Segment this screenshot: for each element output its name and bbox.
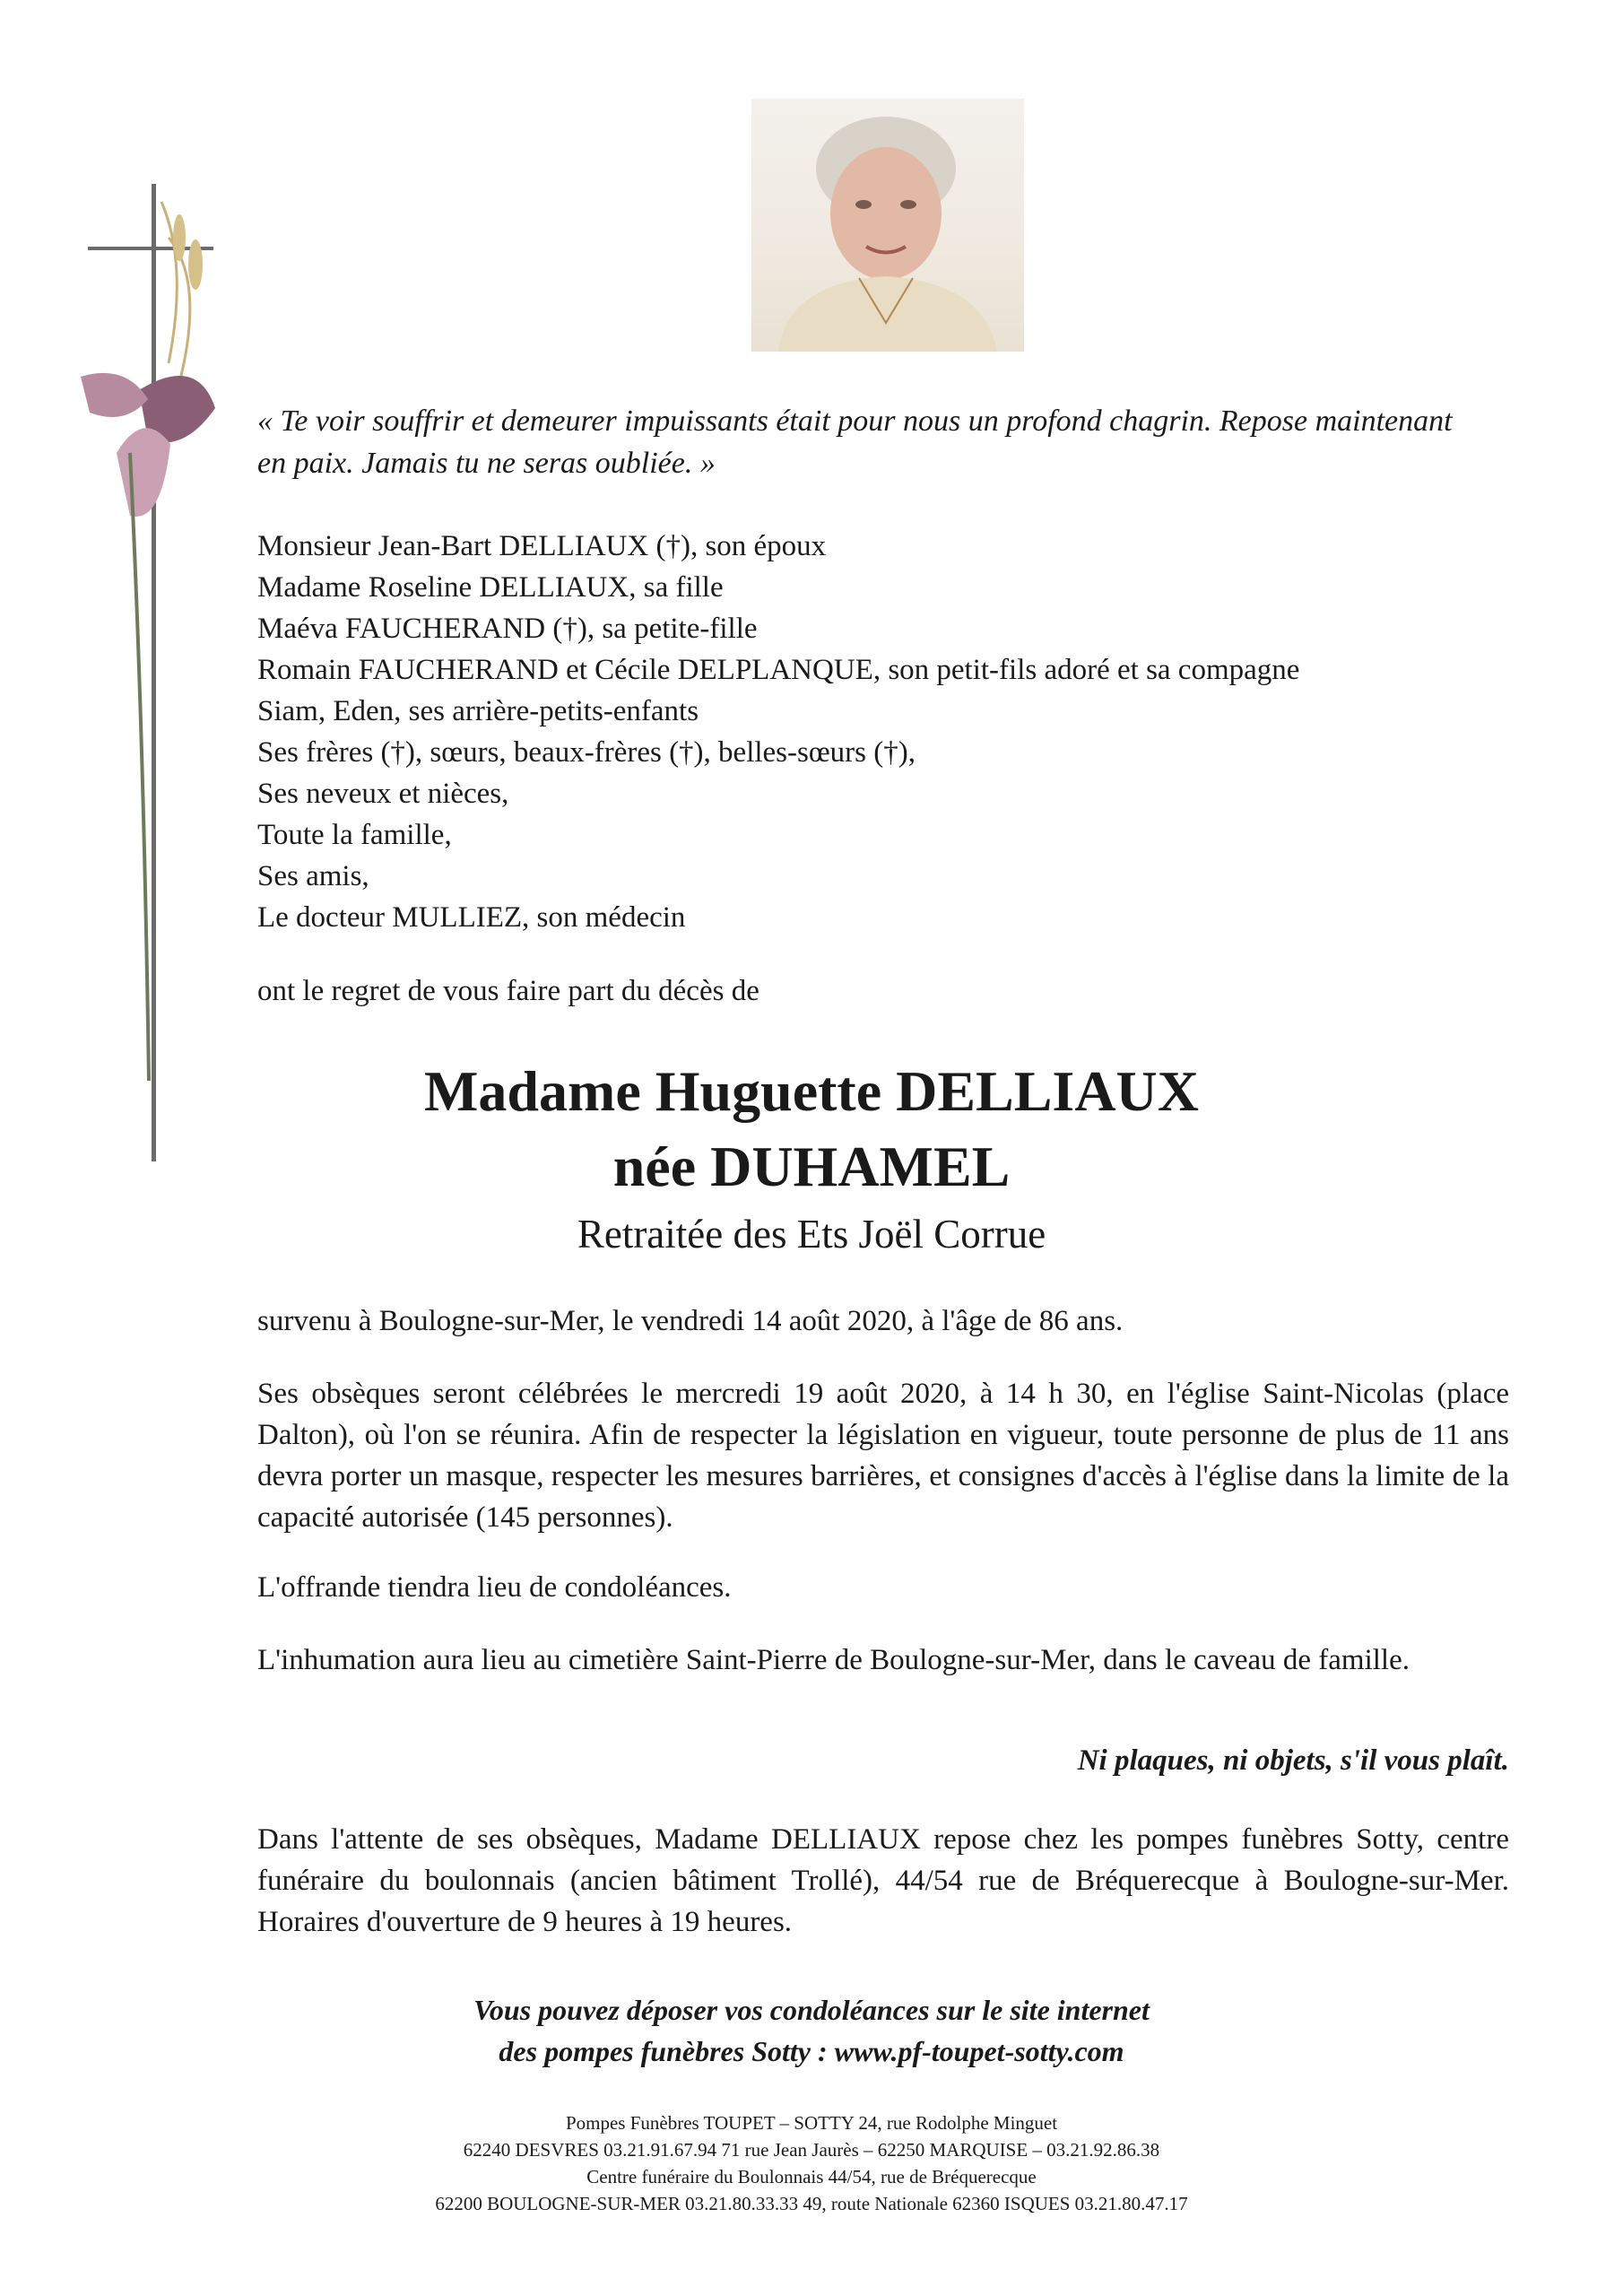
- lily-stem: [130, 453, 149, 1081]
- footer-line: 62200 BOULOGNE-SUR-MER 03.21.80.33.33 49, route Nationale 62360 ISQUES 03.21.80.47.17: [435, 2193, 1188, 2214]
- family-line: Monsieur Jean-Bart DELLIAUX (†), son époux: [257, 530, 827, 562]
- cross-vertical-beam: [152, 184, 156, 1161]
- regret-text: ont le regret de vous faire part du décès de: [257, 975, 759, 1007]
- portrait-illustration: [751, 99, 1024, 352]
- family-line: Siam, Eden, ses arrière-petits-enfants: [257, 695, 699, 727]
- lily-flower: [117, 428, 170, 517]
- burial-text: L'inhumation aura lieu au cimetière Saint-Pierre de Boulogne-sur-Mer, dans le caveau de famille.: [257, 1644, 1410, 1676]
- deceased-subtitle: Retraitée des Ets Joël Corrue: [577, 1212, 1046, 1257]
- funeral-details: Ses obsèques seront célébrées le mercredi 19 août 2020, à 14 h 30, en l'église Saint-Nicolas (place Dalton), où l'on se réunira. Afin de respecter la législation en vigueur, toute personne de plus de 11 ans devra porter un masque, respecter les mesures barrières, et consignes d'accès à l'église dans la limite de la capacité autorisée (145 personnes).: [257, 1378, 1509, 1534]
- website-line: Vous pouvez déposer vos condoléances sur le site internet: [473, 1994, 1150, 2026]
- deceased-name: Madame Huguette DELLIAUX: [424, 1059, 1199, 1123]
- lily-flower: [81, 373, 148, 417]
- footer-line: Centre funéraire du Boulonnais 44/54, rue de Bréquerecque: [586, 2166, 1037, 2187]
- family-line: Ses frères (†), sœurs, beaux-frères (†), belles-sœurs (†),: [257, 736, 916, 769]
- offering-text: L'offrande tiendra lieu de condoléances.: [257, 1571, 732, 1604]
- portrait-photo: [751, 99, 1024, 352]
- death-notice: survenu à Boulogne-sur-Mer, le vendredi 14 août 2020, à l'âge de 86 ans.: [257, 1305, 1124, 1337]
- footer-line: Pompes Funèbres TOUPET – SOTTY 24, rue Rodolphe Minguet: [565, 2112, 1058, 2134]
- family-line: Le docteur MULLIEZ, son médecin: [257, 901, 686, 934]
- family-line: Ses amis,: [257, 860, 369, 892]
- family-list: [257, 526, 1531, 938]
- family-line: Toute la famille,: [257, 819, 452, 851]
- website-line[interactable]: des pompes funèbres Sotty : www.pf-toupet-sotty.com: [499, 2035, 1124, 2067]
- no-plaques-text: Ni plaques, ni objets, s'il vous plaît.: [1077, 1744, 1509, 1777]
- funeral-home-footer: [0, 2109, 1623, 2217]
- rest-text: Dans l'attente de ses obsèques, Madame DELLIAUX repose chez les pompes funèbres Sotty, centre funéraire du boulonnais (ancien bâtiment Trollé), 44/54 rue de Bréquerecque à Boulogne-sur-Mer. Horaires d'ouverture de 9 heures à 19 heures.: [257, 1823, 1509, 1938]
- quote: « Te voir souffrir et demeurer impuissants était pour nous un profond chagrin. Repose maintenant en paix. Jamais tu ne seras oubliée. »: [257, 404, 1453, 480]
- wheat-ear: [188, 239, 203, 290]
- footer-line: 62240 DESVRES 03.21.91.67.94 71 rue Jean Jaurès – 62250 MARQUISE – 03.21.92.86.38: [463, 2139, 1160, 2161]
- family-line: Maéva FAUCHERAND (†), sa petite-fille: [257, 613, 758, 645]
- condolences-website: [0, 1989, 1623, 2072]
- family-line: Ses neveux et nièces,: [257, 778, 509, 810]
- family-line: Madame Roseline DELLIAUX, sa fille: [257, 571, 724, 604]
- wheat-ear: [173, 214, 186, 261]
- family-line: Romain FAUCHERAND et Cécile DELPLANQUE, son petit-fils adoré et sa compagne: [257, 654, 1300, 686]
- cross-lily-decoration: [63, 184, 242, 1166]
- deceased-maiden-name: née DUHAMEL: [612, 1135, 1011, 1198]
